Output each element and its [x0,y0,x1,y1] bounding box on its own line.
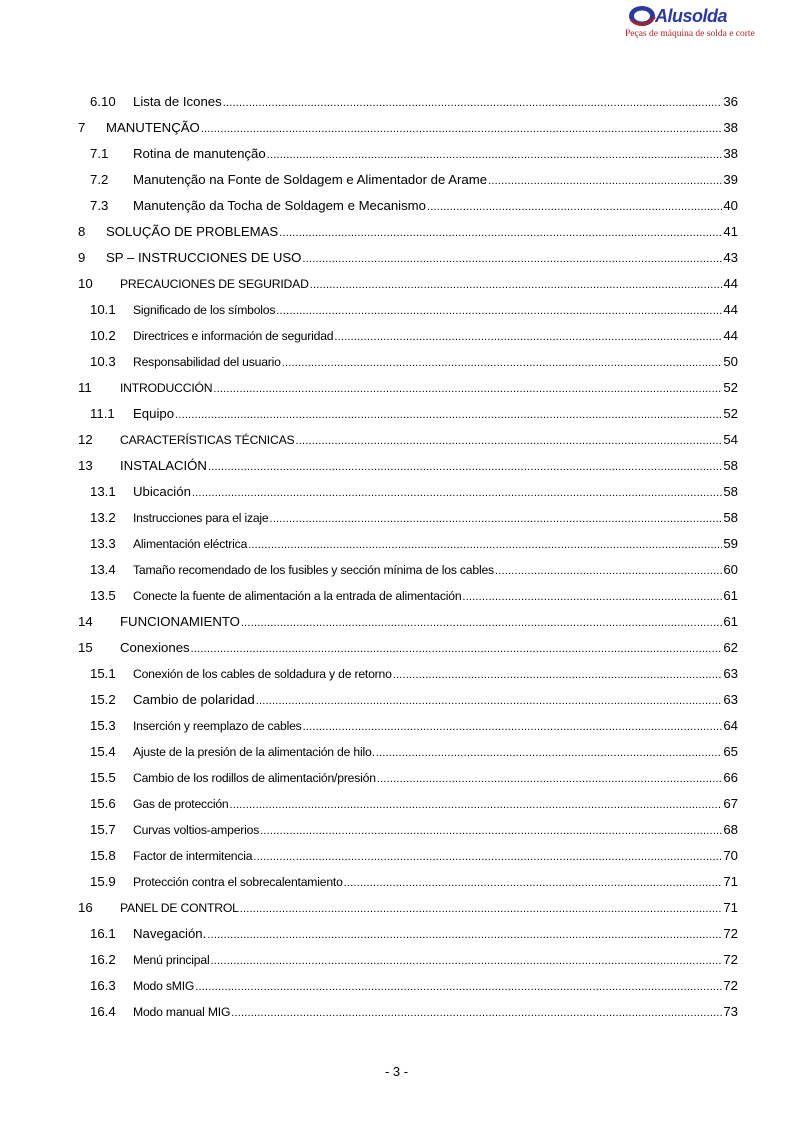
toc-entry[interactable] [78,922,738,942]
toc-entry-number: 15 [78,640,93,655]
toc-entry-number: 11 [78,380,92,395]
toc-entry-number: 13.2 [90,510,116,525]
toc-entry-title: Protección contra el sobrecalentamiento [133,875,343,889]
toc-leader [201,122,723,134]
toc-leader [253,850,722,862]
toc-entry-title: Instrucciones para el izaje [133,511,269,525]
toc-entry-number: 16.1 [90,926,116,941]
toc-entry-page: 38 [723,146,738,161]
toc-entry-title: Rotina de manutenção [133,146,266,161]
toc-leader [248,538,722,550]
toc-entry-number: 15.9 [90,874,116,889]
toc-entry-number: 15.8 [90,848,116,863]
toc-leader [260,824,722,836]
toc-entry-title: Conexiones [120,640,190,655]
toc-entry-page: 65 [723,744,738,759]
toc-entry[interactable] [78,532,738,552]
toc-entry-number: 7.1 [90,146,109,161]
toc-leader [195,980,722,992]
toc-entry[interactable] [78,194,738,214]
toc-entry-page: 71 [723,900,738,915]
toc-entry-title: PRECAUCIONES DE SEGURIDAD [120,277,309,291]
toc-entry[interactable] [78,428,738,448]
toc-leader [191,642,723,654]
toc-leader [230,798,723,810]
toc-entry-page: 59 [723,536,738,551]
toc-entry-page: 50 [723,354,738,369]
toc-entry[interactable] [78,974,738,994]
toc-entry-title: Equipo [133,406,175,421]
toc-entry[interactable] [78,818,738,838]
toc-entry-title: Directrices e información de seguridad [133,329,334,343]
toc-leader [393,668,723,680]
toc-leader [376,746,723,758]
toc-entry-page: 36 [723,94,738,109]
toc-entry[interactable] [78,454,738,474]
toc-leader [310,278,723,290]
toc-entry[interactable] [78,792,738,812]
toc-entry[interactable] [78,844,738,864]
toc-entry[interactable] [78,272,738,292]
toc-entry[interactable] [78,896,738,916]
toc-leader [495,564,722,576]
toc-entry-title: Gas de protección [133,797,229,811]
toc-entry-number: 13.3 [90,536,116,551]
toc-entry-number: 15.2 [90,692,116,707]
toc-entry-page: 72 [723,926,738,941]
toc-entry[interactable] [78,740,738,760]
toc-entry-number: 15.1 [90,666,116,681]
toc-entry-page: 58 [723,484,738,499]
toc-leader [175,408,722,420]
toc-entry-page: 67 [723,796,738,811]
toc-entry-page: 61 [723,614,738,629]
toc-entry[interactable] [78,870,738,890]
toc-entry-title: SOLUÇÃO DE PROBLEMAS [106,224,279,239]
toc-leader [267,148,723,160]
toc-entry-page: 40 [723,198,738,213]
toc-entry[interactable] [78,324,738,344]
toc-entry-title: Conecte la fuente de alimentación a la entrada de alimentación [133,589,462,603]
toc-entry-number: 12 [78,432,93,447]
toc-leader [240,902,723,914]
toc-entry-page: 68 [723,822,738,837]
toc-entry-number: 13.5 [90,588,116,603]
toc-entry-number: 7 [78,120,86,135]
toc-entry-number: 16.2 [90,952,116,967]
toc-entry[interactable] [78,662,738,682]
toc-leader [223,96,723,108]
toc-entry[interactable] [78,220,738,240]
toc-entry-title: Cambio de los rodillos de alimentación/presión [133,771,376,785]
toc-entry-number: 15.7 [90,822,116,837]
toc-entry-page: 63 [723,666,738,681]
toc-entry[interactable] [78,1000,738,1020]
toc-entry-number: 11.1 [90,406,115,421]
toc-entry-title: INSTALACIÓN [120,458,207,473]
toc-entry[interactable] [78,298,738,318]
toc-entry-number: 15.5 [90,770,116,785]
toc-entry[interactable] [78,116,738,136]
toc-leader [270,512,723,524]
toc-entry-title: Alimentación eléctrica [133,537,248,551]
toc-entry-page: 70 [723,848,738,863]
toc-entry-page: 62 [723,640,738,655]
toc-entry-page: 58 [723,458,738,473]
toc-entry[interactable] [78,376,738,396]
toc-entry[interactable] [78,168,738,188]
toc-leader [282,356,723,368]
toc-leader [427,200,722,212]
toc-leader [334,330,722,342]
toc-entry[interactable] [78,480,738,500]
toc-entry-number: 15.6 [90,796,116,811]
toc-entry-page: 72 [723,978,738,993]
toc-entry-page: 41 [723,224,738,239]
toc-entry-page: 61 [723,588,738,603]
toc-entry-number: 13 [78,458,93,473]
toc-leader [208,460,722,472]
toc-entry-page: 54 [723,432,738,447]
toc-entry-number: 15.3 [90,718,116,733]
logo-icon [628,4,658,28]
toc-entry-title: Ubicación [133,484,191,499]
toc-entry-title: Inserción y reemplazo de cables [133,719,302,733]
toc-leader [241,616,722,628]
toc-entry[interactable] [78,948,738,968]
toc-entry-title: Modo sMIG [133,979,195,993]
toc-entry-page: 52 [723,406,738,421]
toc-entry-number: 8 [78,224,86,239]
toc-entry-number: 16.3 [90,978,116,993]
toc-leader [462,590,722,602]
toc-entry-page: 38 [723,120,738,135]
toc-entry-number: 10 [78,276,93,291]
toc-entry-page: 71 [723,874,738,889]
toc-leader [488,174,722,186]
toc-entry-title: Tamaño recomendado de los fusibles y sección mínima de los cables [133,563,494,577]
toc-entry[interactable] [78,142,738,162]
toc-entry[interactable] [78,558,738,578]
toc-entry-page: 43 [723,250,738,265]
toc-entry-title: Manutenção na Fonte de Soldagem e Alimentador de Arame [133,172,488,187]
toc-leader [295,434,722,446]
toc-entry-number: 7.3 [90,198,109,213]
toc-entry-title: Significado de los símbolos [133,303,276,317]
toc-entry[interactable] [78,610,738,630]
toc-entry-page: 39 [723,172,738,187]
toc-leader [276,304,722,316]
toc-entry-title: Ajuste de la presión de la alimentación de hilo. [133,745,375,759]
toc-leader [303,720,723,732]
toc-leader [210,954,722,966]
toc-entry[interactable] [78,506,738,526]
logo-brand-name: Alusolda [655,6,728,26]
toc-entry-number: 10.1 [90,302,116,317]
toc-entry-page: 73 [723,1004,738,1019]
toc-entry-title: Modo manual MIG [133,1005,231,1019]
toc-entry-title: Cambio de polaridad [133,692,255,707]
toc-entry-page: 52 [723,380,738,395]
toc-entry[interactable] [78,246,738,266]
toc-entry-title: PANEL DE CONTROL [120,901,239,915]
toc-entry[interactable] [78,584,738,604]
toc-entry-number: 16 [78,900,93,915]
toc-entry-page: 64 [723,718,738,733]
toc-entry[interactable] [78,636,738,656]
toc-entry-page: 58 [723,510,738,525]
company-logo [622,2,755,44]
toc-entry[interactable] [78,350,738,370]
toc-leader [231,1006,722,1018]
toc-entry-title: Conexión de los cables de soldadura y de retorno [133,667,392,681]
toc-entry-page: 44 [723,302,738,317]
logo-tagline: Peças de máquina de solda e corte [625,29,755,39]
toc-entry-number: 13.1 [90,484,116,499]
toc-leader [207,928,722,940]
toc-leader [377,772,723,784]
toc-leader [344,876,723,888]
toc-entry-title: Curvas voltios-amperios [133,823,260,837]
toc-leader [213,382,722,394]
toc-entry-title: Lista de Icones [133,94,222,109]
toc-entry-page: 72 [723,952,738,967]
toc-entry-page: 44 [723,276,738,291]
toc-entry-number: 9 [78,250,86,265]
toc-entry[interactable] [78,714,738,734]
toc-entry[interactable] [78,766,738,786]
toc-entry[interactable] [78,402,738,422]
toc-entry-number: 10.3 [90,354,116,369]
toc-entry-number: 6.10 [90,94,116,109]
toc-leader [256,694,723,706]
toc-entry-number: 16.4 [90,1004,116,1019]
toc-entry-title: Manutenção da Tocha de Soldagem e Mecanismo [133,198,426,213]
toc-leader [302,252,722,264]
toc-leader [279,226,722,238]
toc-entry-number: 14 [78,614,93,629]
toc-entry[interactable] [78,90,738,110]
toc-entry-title: INTRODUCCIÓN [120,381,213,395]
toc-entry-page: 63 [723,692,738,707]
page-number: - 3 - [384,1064,409,1079]
toc-entry-title: FUNCIONAMIENTO [120,614,240,629]
toc-entry-page: 44 [723,328,738,343]
toc-entry-number: 15.4 [90,744,116,759]
toc-entry-number: 13.4 [90,562,116,577]
toc-entry-title: Factor de intermitencia [133,849,253,863]
toc-entry-title: SP – INSTRUCCIONES DE USO [106,250,302,265]
toc-entry-number: 7.2 [90,172,109,187]
toc-entry-title: MANUTENÇÃO [106,120,200,135]
toc-entry-page: 66 [723,770,738,785]
toc-entry[interactable] [78,688,738,708]
toc-entry-title: CARACTERÍSTICAS TÉCNICAS [120,433,295,447]
toc-entry-number: 10.2 [90,328,116,343]
toc-entry-title: Navegación. [133,926,207,941]
toc-entry-title: Menú principal [133,953,210,967]
toc-leader [192,486,722,498]
toc-entry-page: 60 [723,562,738,577]
toc-entry-title: Responsabilidad del usuario [133,355,281,369]
